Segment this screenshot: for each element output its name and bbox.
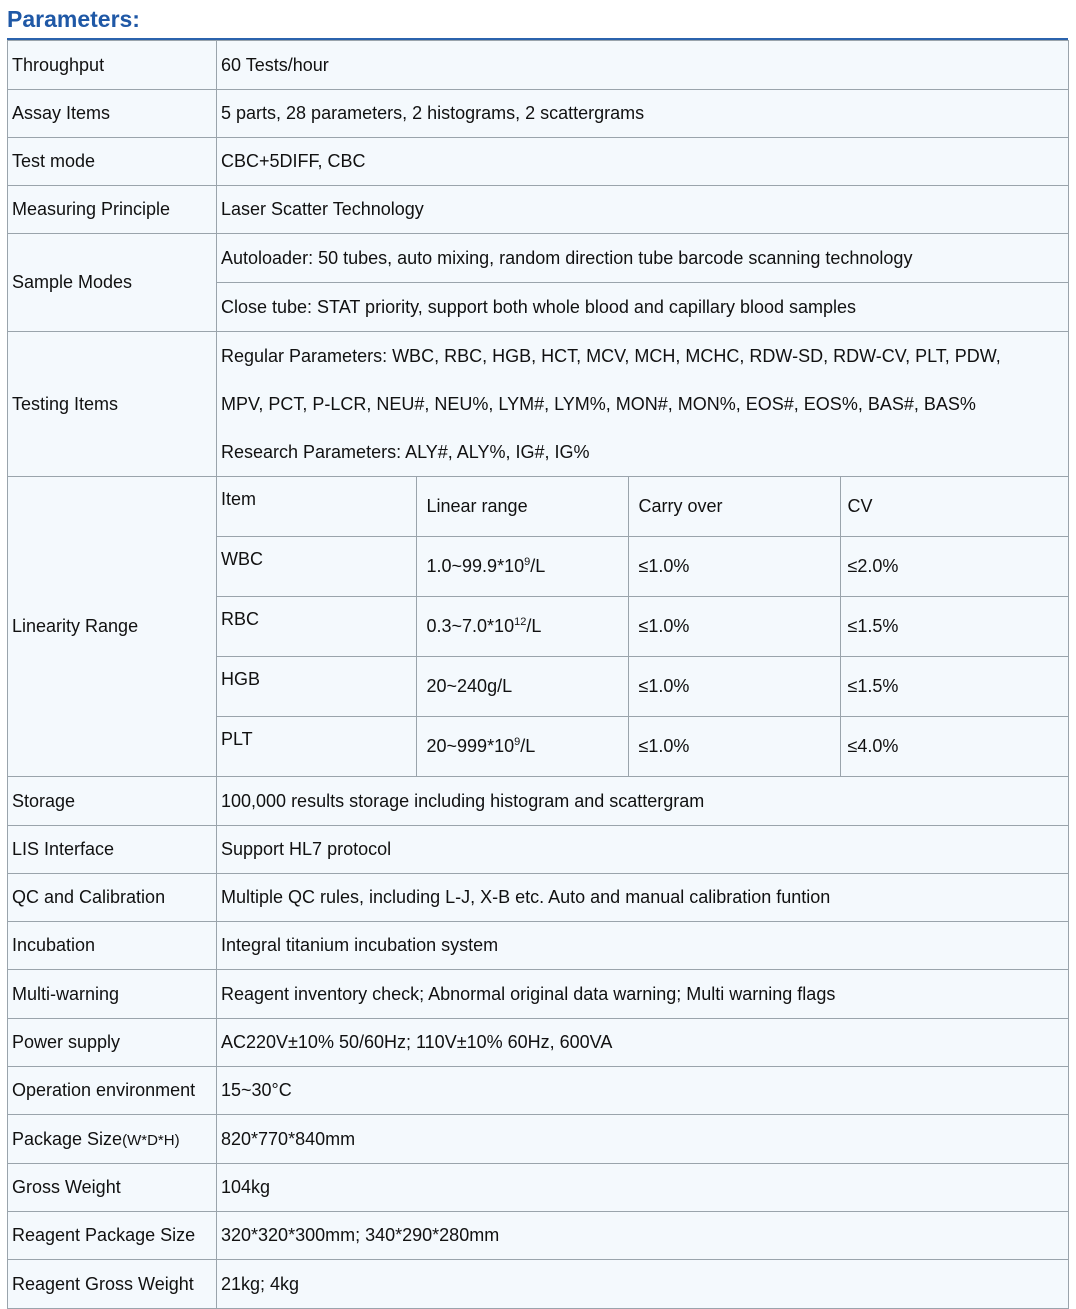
testing-items-line: Regular Parameters: WBC, RBC, HGB, HCT, MCV, MCH, MCHC, RDW-SD, RDW-CV, PLT, PDW,	[221, 346, 1001, 366]
param-label: Incubation	[8, 922, 217, 970]
table-row	[8, 1067, 1069, 1115]
param-value: CBC+5DIFF, CBC	[217, 138, 1069, 186]
linearity-carry: ≤1.0%	[628, 537, 840, 597]
linearity-header: Item	[217, 477, 416, 537]
linearity-header: Linear range	[416, 477, 628, 537]
linearity-row	[217, 657, 1069, 717]
param-label: Test mode	[8, 138, 217, 186]
param-label: Power supply	[8, 1019, 217, 1067]
param-value: 15~30°C	[217, 1067, 1069, 1115]
sample-mode-line: Close tube: STAT priority, support both whole blood and capillary blood samples	[217, 282, 1068, 331]
linearity-row	[217, 537, 1069, 597]
param-label: Reagent Gross Weight	[8, 1260, 217, 1309]
param-value: Integral titanium incubation system	[217, 922, 1069, 970]
param-label: Linearity Range	[8, 477, 217, 777]
param-label: Gross Weight	[8, 1164, 217, 1212]
param-value: Reagent inventory check; Abnormal original data warning; Multi warning flags	[217, 970, 1069, 1019]
table-row	[8, 138, 1069, 186]
linearity-range: $20\sim 999*10^9/L$	[416, 717, 628, 777]
param-label: Testing Items	[8, 332, 217, 477]
table-row	[8, 922, 1069, 970]
table-row	[8, 41, 1069, 90]
param-label: Multi-warning	[8, 970, 217, 1019]
linearity-item: RBC	[217, 597, 416, 657]
linearity-carry: ≤1.0%	[628, 597, 840, 657]
linearity-range: 20~240g/L	[416, 657, 628, 717]
param-label: Package Size(W*D*H)	[8, 1115, 217, 1164]
linearity-item: HGB	[217, 657, 416, 717]
table-row	[8, 234, 1069, 332]
param-label-suffix: (W*D*H)	[122, 1131, 180, 1149]
linearity-carry: ≤1.0%	[628, 717, 840, 777]
linearity-cv: ≤1.5%	[840, 657, 1069, 717]
param-label: LIS Interface	[8, 826, 217, 874]
table-row	[8, 826, 1069, 874]
linearity-table	[217, 477, 1069, 776]
linearity-range: $1.0\sim 99.9*10^9/L$	[416, 537, 628, 597]
linearity-range: $0.3\sim 7.0*10^{12}/L$	[416, 597, 628, 657]
sample-mode-line: Autoloader: 50 tubes, auto mixing, random direction tube barcode scanning technology	[221, 248, 913, 268]
param-value: 100,000 results storage including histogram and scattergram	[217, 777, 1069, 826]
linearity-row	[217, 717, 1069, 777]
linearity-cv: ≤4.0%	[840, 717, 1069, 777]
param-label: Assay Items	[8, 90, 217, 138]
table-row	[8, 1164, 1069, 1212]
param-value: Support HL7 protocol	[217, 826, 1069, 874]
parameters-table	[7, 40, 1069, 1309]
param-value: 21kg; 4kg	[217, 1260, 1069, 1309]
table-row	[8, 1019, 1069, 1067]
table-row	[8, 332, 1069, 477]
param-label: Operation environment	[8, 1067, 217, 1115]
table-row	[8, 90, 1069, 138]
param-value: AC220V±10% 50/60Hz; 110V±10% 60Hz, 600VA	[217, 1019, 1069, 1067]
linearity-cv: ≤2.0%	[840, 537, 1069, 597]
linearity-header: Carry over	[628, 477, 840, 537]
testing-items-line: MPV, PCT, P-LCR, NEU#, NEU%, LYM#, LYM%, MON#, MON%, EOS#, EOS%, BAS#, BAS%	[221, 394, 976, 414]
param-label: Storage	[8, 777, 217, 826]
param-label: Throughput	[8, 41, 217, 90]
table-row	[8, 1212, 1069, 1260]
param-value: 5 parts, 28 parameters, 2 histograms, 2 scattergrams	[217, 90, 1069, 138]
table-row	[8, 1260, 1069, 1309]
linearity-row	[217, 597, 1069, 657]
table-row	[8, 1115, 1069, 1164]
sample-modes-value	[217, 234, 1069, 332]
param-value: Laser Scatter Technology	[217, 186, 1069, 234]
table-row	[8, 874, 1069, 922]
testing-items-value	[217, 332, 1069, 477]
param-label: Reagent Package Size	[8, 1212, 217, 1260]
linearity-item: PLT	[217, 717, 416, 777]
table-row	[8, 970, 1069, 1019]
linearity-cv: ≤1.5%	[840, 597, 1069, 657]
param-value: 820*770*840mm	[217, 1115, 1069, 1164]
page-title: Parameters:	[7, 6, 140, 32]
linearity-carry: ≤1.0%	[628, 657, 840, 717]
table-row	[8, 186, 1069, 234]
param-value: 60 Tests/hour	[217, 41, 1069, 90]
param-label: QC and Calibration	[8, 874, 217, 922]
linearity-table-cell	[217, 477, 1069, 777]
param-value: 104kg	[217, 1164, 1069, 1212]
table-row	[8, 777, 1069, 826]
linearity-header-row	[217, 477, 1069, 537]
table-row	[8, 477, 1069, 777]
param-label: Measuring Principle	[8, 186, 217, 234]
testing-items-line: Research Parameters: ALY#, ALY%, IG#, IG%	[221, 442, 590, 462]
param-value: 320*320*300mm; 340*290*280mm	[217, 1212, 1069, 1260]
linearity-item: WBC	[217, 537, 416, 597]
param-label: Sample Modes	[8, 234, 217, 332]
linearity-header: CV	[840, 477, 1069, 537]
param-value: Multiple QC rules, including L-J, X-B etc. Auto and manual calibration funtion	[217, 874, 1069, 922]
